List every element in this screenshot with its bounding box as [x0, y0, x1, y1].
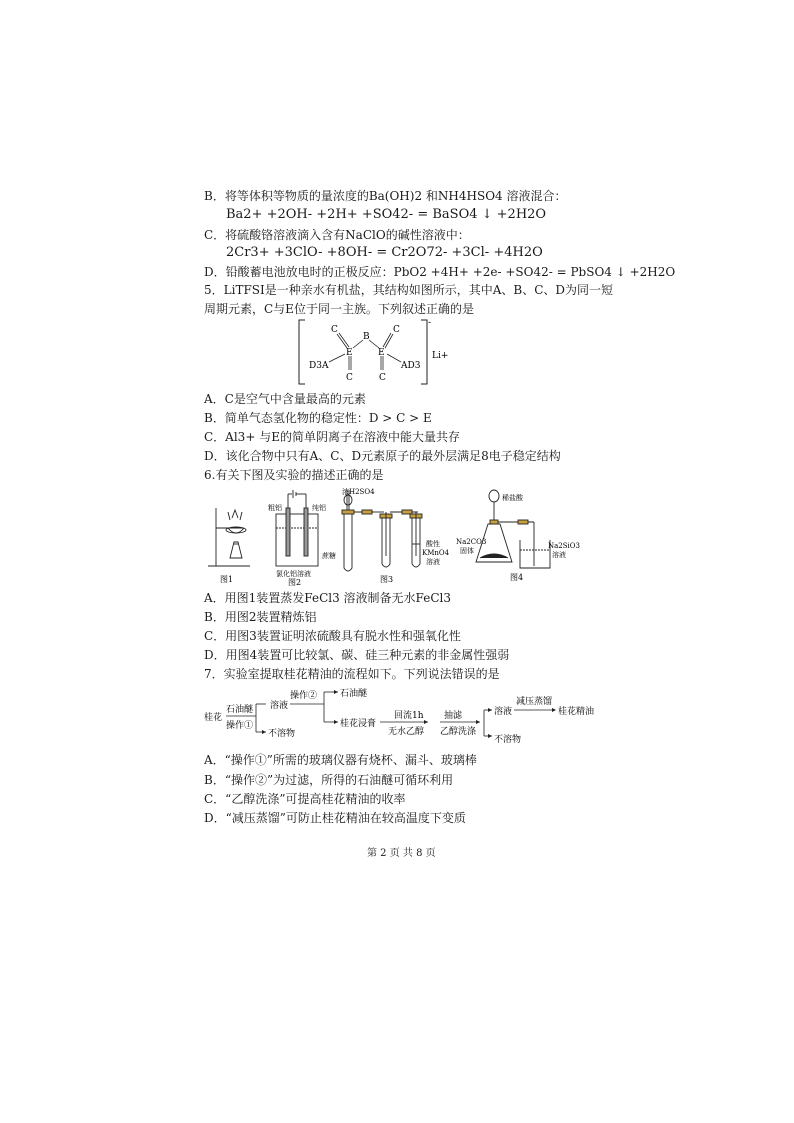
- page-footer: 第 2 页 共 8 页: [367, 848, 436, 859]
- q5-stem-line2: 周期元素，C与E位于同一主族。下列叙述正确的是: [204, 302, 474, 316]
- flow-osmanthus-oil: 桂花精油: [558, 707, 595, 717]
- option-c-text: C．将硫酸铬溶液滴入含有NaClO的碱性溶液中：: [204, 228, 470, 242]
- q7-option-a: A．“操作①”所需的玻璃仪器有烧杯、漏斗、玻璃棒: [204, 753, 477, 767]
- q6-option-d: D．用图4装置可比较氯、碳、硅三种元素的非金属性强弱: [204, 648, 510, 662]
- lithium-ion: Li+: [432, 351, 449, 361]
- flow-solution-a: 溶液: [270, 701, 289, 711]
- q6-option-a: A．用图1装置蒸发FeCl3 溶液制备无水FeCl3: [204, 591, 451, 605]
- atom-e-left: E: [346, 348, 353, 358]
- atom-c-bottom-left: C: [346, 373, 353, 383]
- flow-vacuum-distill: 减压蒸馏: [516, 697, 553, 707]
- kmno4-solution-label: 溶液: [426, 558, 440, 566]
- fig1-evaporation-apparatus: [208, 508, 250, 566]
- flow-op2: 操作②: [290, 691, 318, 701]
- solid-label: 固体: [460, 547, 474, 555]
- group-ad3: AD3: [401, 361, 421, 371]
- conc-h2so4-label: 浓H2SO4: [342, 488, 375, 496]
- atom-e-right: E: [378, 348, 385, 358]
- q5-option-a: A．C是空气中含量最高的元素: [204, 392, 366, 406]
- flow-ethanol-wash: 乙醇洗涤: [440, 727, 477, 737]
- fig2-label: 图2: [288, 578, 302, 587]
- group-d3a: D3A: [309, 361, 329, 371]
- flow-suction: 抽滤: [444, 711, 463, 721]
- q5-stem-line1: 5．LiTFSI是一种亲水有机盐，其结构如图所示，其中A、B、C、D为同一短: [204, 283, 614, 297]
- option-b-equation: Ba2+ +2OH- +2H+ +SO42- = BaSO4 ↓ +2H2O: [226, 207, 547, 222]
- q7-flowchart: [204, 684, 604, 748]
- flow-anhydrous-ethanol: 无水乙醇: [388, 727, 425, 737]
- flow-insoluble-b: 不溶物: [494, 735, 522, 745]
- sucrose-label: 蔗糖: [322, 552, 336, 560]
- fig1-label: 图1: [220, 575, 234, 584]
- fig4-label: 图4: [510, 573, 524, 582]
- q6-option-c: C．用图3装置证明浓硫酸具有脱水性和强氧化性: [204, 629, 461, 643]
- q7-option-b: B．“操作②”为过滤，所得的石油醚可循环利用: [204, 773, 454, 787]
- anion-charge: -: [428, 318, 432, 328]
- na2sio3-solution-label: 溶液: [552, 551, 566, 559]
- flow-petroleum-ether: 石油醚: [340, 689, 368, 699]
- q5-option-d: D．该化合物中只有A、C、D元素原子的最外层满足8电子稳定结构: [204, 449, 561, 463]
- flow-insoluble-a: 不溶物: [268, 729, 296, 739]
- flow-petroleum-ether-reagent: 石油醚: [226, 705, 254, 715]
- q7-option-d: D．“减压蒸馏”可防止桂花精油在较高温度下变质: [204, 811, 466, 825]
- kmno4-label: KMnO4: [422, 549, 450, 557]
- fig3-dehydration-apparatus: [342, 490, 422, 571]
- atom-c-bottom-right: C: [379, 373, 386, 383]
- fig3-label: 图3: [380, 575, 394, 584]
- option-d-text: D．铅酸蓄电池放电时的正极反应：PbO2 +4H+ +2e- +SO42- = PbSO4 ↓ +2H2O: [204, 265, 676, 279]
- option-c-equation: 2Cr3+ +3ClO- +8OH- = Cr2O72- +3Cl- +4H2O: [226, 245, 543, 260]
- acidic-label: 酸性: [426, 540, 440, 548]
- q6-stem: 6.有关下图及实验的描述正确的是: [204, 468, 384, 482]
- q7-stem: 7．实验室提取桂花精油的流程如下。下列说法错误的是: [204, 667, 500, 681]
- q5-option-c: C．Al3+ 与E的简单阴离子在溶液中能大量共存: [204, 430, 460, 444]
- fig2-electrolysis-cell: [276, 490, 318, 566]
- atom-c-top-left: C: [331, 325, 338, 335]
- flow-osmanthus: 桂花: [204, 713, 223, 723]
- na2sio3-label: Na2SiO3: [548, 542, 580, 550]
- alcl3-label: 氯化铝溶液: [276, 570, 311, 578]
- atom-b: B: [363, 332, 370, 342]
- flow-reflux: 回流1h: [394, 711, 424, 721]
- crude-al-label: 粗铝: [268, 504, 282, 512]
- q5-option-b: B．简单气态氢化物的稳定性：D > C > E: [204, 411, 432, 425]
- flow-extract: 桂花浸膏: [340, 719, 377, 729]
- na2co3-label: Na2CO3: [456, 538, 487, 546]
- litfsi-structure-diagram: [295, 318, 465, 388]
- dilute-hcl-label: 稀盐酸: [502, 494, 523, 502]
- q7-option-c: C．“乙醇洗涤”可提高桂花精油的收率: [204, 792, 406, 806]
- atom-c-top-right: C: [393, 325, 400, 335]
- option-b-text: B．将等体积等物质的量浓度的Ba(OH)2 和NH4HSO4 溶液混合：: [204, 189, 567, 203]
- flow-op1: 操作①: [226, 721, 254, 731]
- flow-solution-b: 溶液: [494, 707, 513, 717]
- q6-apparatus-figure: [204, 484, 590, 588]
- pure-al-label: 纯铝: [312, 504, 326, 512]
- q6-option-b: B．用图2装置精炼铝: [204, 610, 317, 624]
